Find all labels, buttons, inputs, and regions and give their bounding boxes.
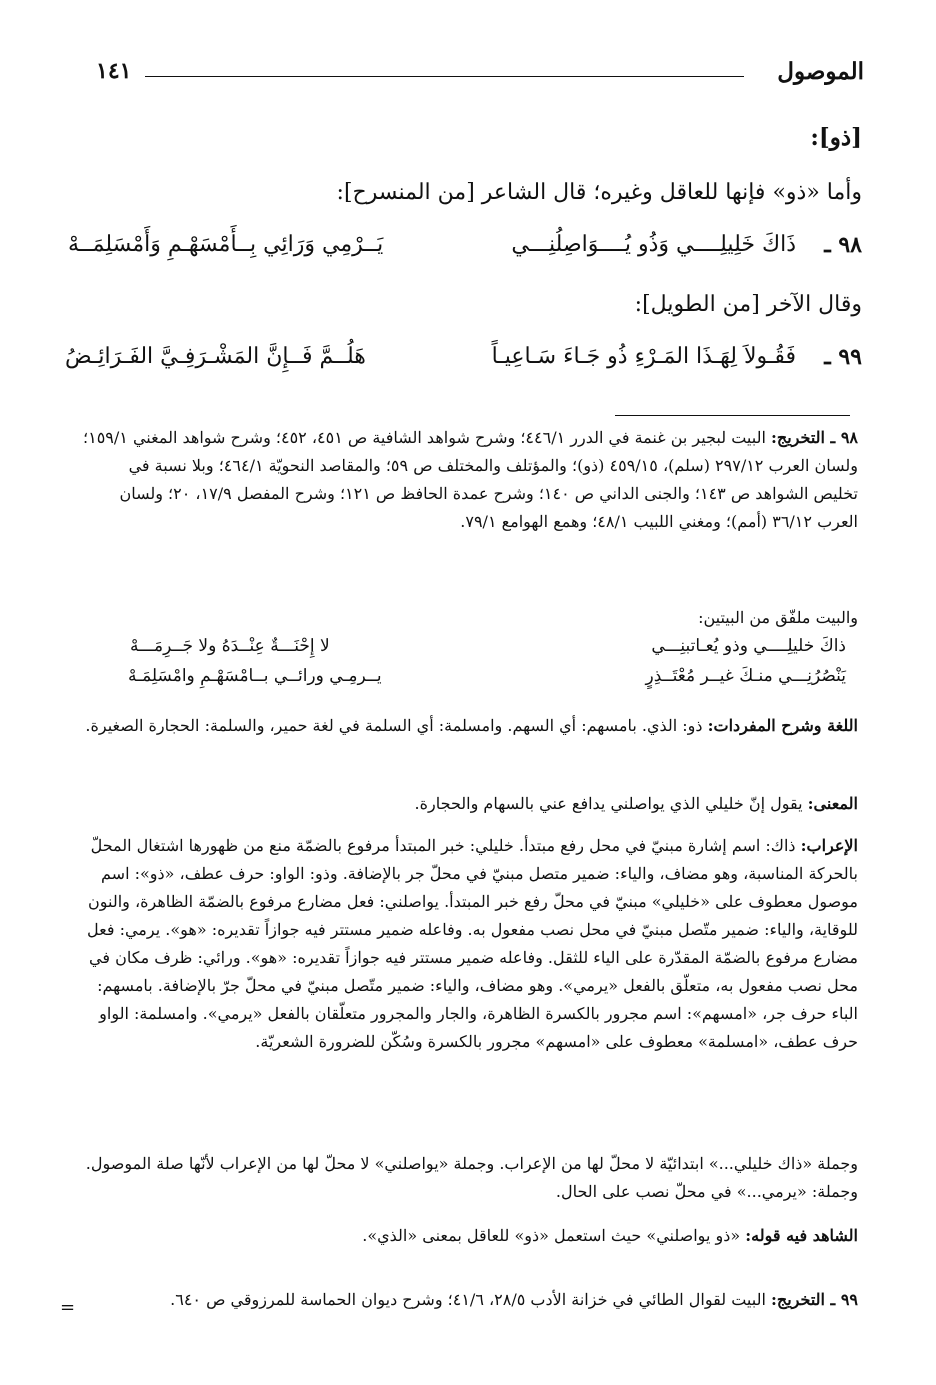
mulaffaq-line-2-right: يَنْصُرُنِـــي منـكَ غيــر مُعْتَــذِرٍ: [645, 666, 846, 686]
maana-text: يقول إنّ خليلي الذي يواصلني يدافع عني بالسهام والحجارة.: [414, 794, 803, 813]
note-99-label: ٩٩ ـ التخريج:: [770, 1290, 858, 1309]
running-header-title: الموصول: [777, 58, 864, 85]
margin-mark: =: [60, 1297, 76, 1318]
verse-98-number: ٩٨ ـ: [824, 232, 862, 258]
irab-label: الإعراب:: [800, 836, 858, 855]
lugha-label: اللغة وشرح المفردات:: [707, 716, 858, 735]
mulaffaq-line-2-left: يــرمِـي ورائــي بــامْسَهْـمِ وامْسَلِمَـهْ: [128, 666, 382, 686]
section-heading: [ذو]:: [810, 124, 862, 151]
irab-paragraph: [80, 832, 858, 1056]
verse-99-hemistich-2: هَلُــمَّ فَــإِنَّ المَشْـرَفِـيَّ الفَـرَائِـضُ: [65, 344, 366, 369]
verse-99-number: ٩٩ ـ: [824, 344, 862, 370]
mulaffaq-line-1-right: ذاكَ خليلِــــي وذو يُعـاتبنِـــي: [651, 636, 846, 656]
header-rule: [145, 76, 744, 77]
maana-label: المعنى:: [807, 794, 858, 813]
shahid-label: الشاهد فيه قوله:: [745, 1226, 858, 1245]
lugha-paragraph: [80, 712, 858, 740]
mulaffaq-line-1-left: لا إِحْنَـــةٌ عِنْــدَهُ ولا جَــرِمَـــهْ: [130, 636, 330, 656]
shahid-paragraph: [80, 1222, 858, 1250]
verse-99-hemistich-1: فَقُـولاَ لِهَـذَا المَـرْءِ ذُو جَـاءَ سَـاعِيـاً: [491, 344, 796, 369]
verse-98-hemistich-2: يَــرْمِي وَرَائِي بِــأَمْسَهْـمِ وَأَمْسَلِمَــهْ: [68, 232, 384, 257]
jumla-paragraph: وجملة «ذاك خليلي...» ابتدائيّة لا محلّ لها من الإعراب. وجملة «يواصلني» لا محلّ لها من الإعراب لأنّها صلة الموصول. وجملة: «يرمي...» في محلّ نصب على الحال.: [85, 1154, 858, 1201]
note-98-takhrij: [80, 424, 858, 536]
note-98-label: ٩٨ ـ التخريج:: [770, 428, 858, 447]
lugha-text: ذو: الذي. بامسهم: أي السهم. وامسلمة: أي السلمة في لغة حمير، والسلمة: الحجارة الصغيرة.: [85, 716, 703, 735]
irab-text: ذاك: اسم إشارة مبنيّ في محل رفع مبتدأ. خليلي: خبر المبتدأ مرفوع بالضمّة منع من ظهورها اشتغال المحلّ بالحركة المناسبة، وهو مضاف، والياء: ضمير متصل مبنيّ في محلّ جر بالإضافة. وذو: الواو: حرف عطف، «ذو»: اسم موصول معطوف على «خليلي» مبنيّ في محلّ رفع خبر المبتدأ. يواصلني: فعل مضارع مرفوع بالضمّة الظاهرة، والنون للوقاية، والياء: ضمير متّصل مبنيّ في محل نصب مفعول به. وفاعله ضمير مستتر فيه جوازاً تقديره: «هو». يرمي: فعل مضارع مرفوع بالضمّة المقدّرة على الياء للثقل. وفاعله ضمير مستتر فيه جوازاً تقديره: «هو». ورائي: ظرف مكان في محل نصب مفعول به، متعلّق بالفعل «يرمي». وهو مضاف، والياء: ضمير متّصل مبنيّ في محلّ جرّ بالإضافة. بامسهم: الباء حرف جر، «امسهم»: اسم مجرور بالكسرة الظاهرة، والجار والمجرور متعلّقان بالفعل «يرمي». وامسلمة: الواو حرف عطف، «امسلمة» معطوف على «امسهم» مجرور بالكسرة وسُكّن للضرورة الشعريّة.: [87, 836, 858, 1051]
page-number: ١٤١: [96, 58, 132, 84]
mulaffaq-intro: والبيت ملفّق من البيتين:: [698, 608, 858, 627]
shahid-text: «ذو يواصلني» حيث استعمل «ذو» للعاقل بمعنى «الذي».: [362, 1226, 741, 1245]
note-98-text: البيت لبجير بن غنمة في الدرر ٤٤٦/١؛ وشرح شواهد الشافية ص ٤٥١، ٤٥٢؛ وشرح شواهد المغني ١٥٩/١؛ ولسان العرب ٢٩٧/١٢ (سلم)، ٤٥٩/١٥ (ذو)؛ والمؤتلف والمختلف ص ٥٩؛ والمقاصد النحويّة ٤٦٤/١؛ وبلا نسبة في تخليص الشواهد ص ١٤٣؛ والجنى الداني ص ١٤٠؛ وشرح عمدة الحافظ ص ١٢١؛ وشرح المفصل ١٧/٩، ٢٠؛ ولسان العرب ٣٦/١٢ (أمم)؛ ومغني اللبيب ٤٨/١؛ وهمع الهوامع ٧٩/١.: [83, 428, 858, 531]
verse-98-hemistich-1: ذَاكَ خَلِيلِــــي وَذُو يُــــوَاصِلُنِـــي: [511, 232, 796, 257]
intro-line-2: وقال الآخر [من الطويل]:: [634, 292, 862, 317]
footnote-separator: [615, 415, 850, 416]
maana-paragraph: [80, 790, 858, 818]
intro-line: وأما «ذو» فإنها للعاقل وغيره؛ قال الشاعر [من المنسرح]:: [336, 180, 862, 205]
note-99-text: البيت لقوال الطائي في خزانة الأدب ٢٨/٥، ٤١/٦؛ وشرح ديوان الحماسة للمرزوقي ص ٦٤٠.: [170, 1290, 766, 1309]
note-99-takhrij: [80, 1286, 858, 1314]
